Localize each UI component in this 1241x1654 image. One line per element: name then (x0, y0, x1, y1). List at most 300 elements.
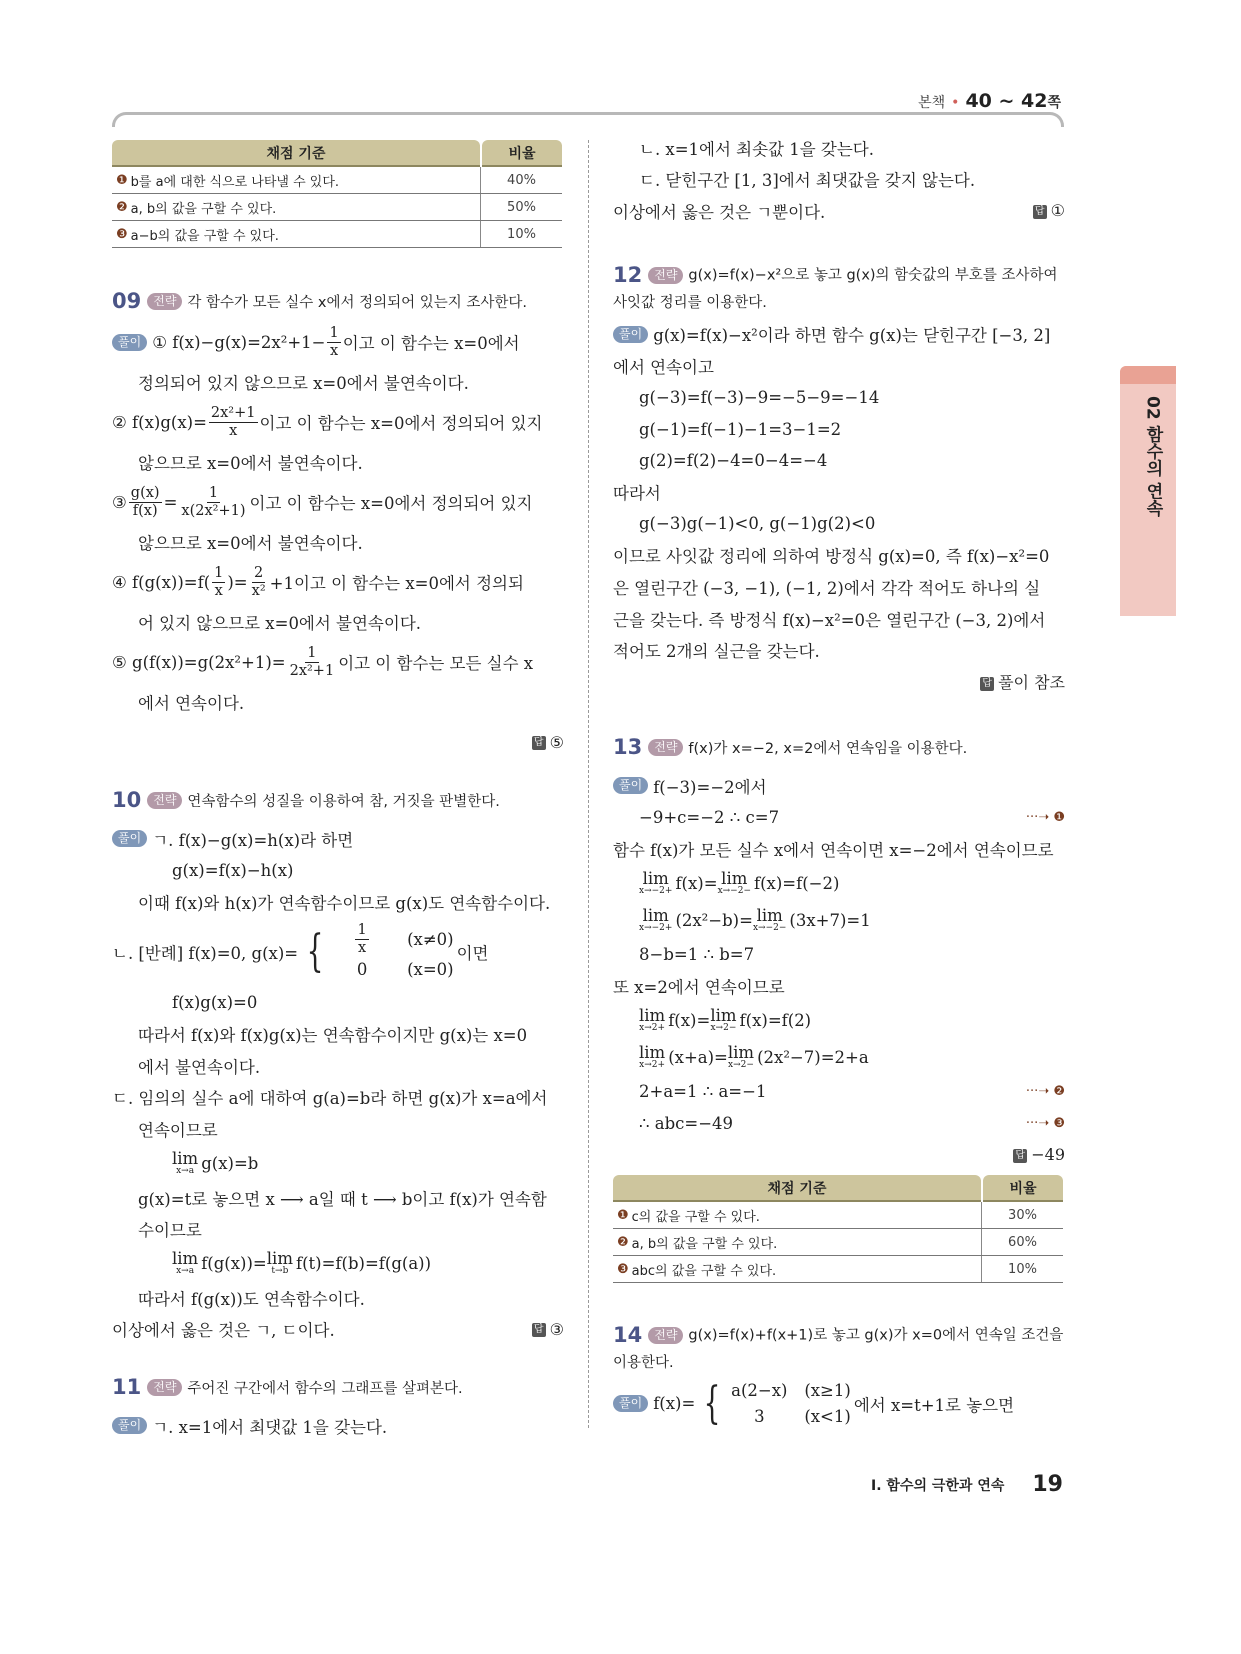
table-row (613, 1202, 1063, 1229)
case-condition (804, 1381, 851, 1400)
math-text: ⑤ g(f(x))=g(2x²+1)= (112, 652, 286, 672)
limit-operator: lim (721, 868, 748, 888)
solution-line (112, 362, 564, 402)
question-number: 12 (613, 263, 643, 287)
question-number: 13 (613, 735, 643, 759)
math-text: g(x)=f(x)−x²이라 하면 함수 g(x)는 닫힌구간 [−3, 2] (653, 326, 1051, 346)
criteria-text: a, b의 값을 구할 수 있다. (130, 201, 277, 217)
solution-line (613, 1039, 1065, 1076)
step-marker: ❷ (116, 199, 128, 215)
solution-line (112, 442, 564, 482)
math-text: ㄴ. x=1에서 최솟값 1을 갖는다. (639, 139, 874, 159)
solution-line (613, 802, 1065, 834)
solution-line (613, 413, 1065, 445)
column-divider (588, 140, 589, 1428)
limit-subscript: x→−2− (752, 922, 787, 933)
math-text: 2+a=1 ∴ a=−1 (639, 1082, 767, 1102)
math-text: f(x)= (668, 1010, 711, 1030)
page-number: 19 (1032, 1472, 1063, 1497)
limit-subscript: x→2+ (639, 1022, 666, 1033)
step-marker: ❶ (116, 172, 128, 188)
math-text: −9+c=−2 ∴ c=7 (639, 807, 780, 827)
solution-line (613, 970, 1065, 1002)
chapter-side-tab (1120, 366, 1176, 616)
answer-icon: 답 (532, 736, 546, 750)
ratio-cell: 30% (1008, 1207, 1037, 1223)
math-text: (x=0) (407, 960, 454, 980)
solution-badge: 풀이 (613, 777, 648, 794)
strategy-badge: 전략 (648, 1327, 683, 1344)
case-condition (804, 1407, 851, 1426)
math-text: 은 열린구간 (−3, −1), (−1, 2)에서 각각 적어도 하나의 실 (613, 579, 1041, 599)
math-text: = (163, 492, 178, 512)
math-text: (2x²−b)= (675, 910, 753, 930)
numerator: 1 (214, 564, 224, 581)
solution-line (613, 1002, 1065, 1039)
limit-subscript: x→2− (728, 1059, 754, 1070)
limit (266, 1248, 293, 1276)
limit-operator: lim (172, 1248, 199, 1268)
answer-icon: 답 (1013, 1149, 1027, 1163)
table-row (112, 167, 562, 194)
question-11 (112, 1374, 564, 1442)
numerator: g(x) (130, 484, 160, 501)
solution-line (112, 1245, 564, 1282)
question-14 (613, 1322, 1065, 1429)
denominator: x (214, 582, 223, 599)
ratio-cell: 40% (507, 172, 536, 188)
math-text: 또 x=2에서 연속이므로 (613, 978, 785, 998)
math-text: (x+a)= (668, 1047, 728, 1067)
strategy-badge: 전략 (147, 792, 182, 809)
math-text: 에서 x=t+1로 놓으면 (853, 1395, 1015, 1415)
piecewise-case (726, 1404, 851, 1430)
side-tab-label: 02 함수의 연속 (1142, 396, 1163, 517)
math-text: ㄴ. [반례] f(x)=0, g(x)= (112, 944, 299, 964)
solution-line (112, 602, 564, 642)
solution-line (112, 1410, 564, 1442)
math-text: f(t)=f(b)=f(g(a)) (295, 1253, 432, 1273)
step-marker: ···➝ ❷ (1025, 1084, 1065, 1100)
case-condition (407, 930, 454, 949)
piecewise-case (726, 1378, 851, 1404)
math-text: 0 (356, 960, 368, 980)
limit-operator: lim (639, 1042, 666, 1062)
math-text: g(2)=f(2)−4=0−4=−4 (639, 451, 828, 471)
solution-line (613, 1379, 1065, 1429)
strategy-badge: 전략 (648, 739, 683, 756)
strategy-text: g(x)=f(x)−x²으로 놓고 g(x)의 함숫값의 부호를 조사하여 사잇값 정리를 이용한다. (613, 267, 1058, 311)
math-text: 수이므로 (138, 1221, 202, 1241)
math-text: 이면 (456, 944, 489, 964)
question-number: 11 (112, 1375, 142, 1399)
answer-icon: 답 (532, 1323, 546, 1337)
fraction (212, 565, 225, 600)
solution-line (112, 642, 564, 682)
numerator: 1 (307, 644, 317, 661)
fraction (327, 325, 340, 360)
header-criteria: 채점 기준 (613, 1175, 981, 1202)
table-header (112, 140, 562, 167)
solution-line (112, 918, 564, 987)
numerator: 1 (357, 921, 367, 938)
math-text: 이때 f(x)와 h(x)가 연속함수이므로 g(x)도 연속함수이다. (138, 893, 551, 913)
criteria-cell (613, 1202, 982, 1228)
question-header (613, 262, 1065, 317)
math-text: 근을 갖는다. 즉 방정식 f(x)−x²=0은 열린구간 (−3, 2)에서 (613, 610, 1046, 630)
case-expression (329, 922, 395, 957)
ratio-cell: 10% (507, 226, 536, 242)
math-text: (2x²−7)=2+a (757, 1047, 869, 1067)
left-brace-icon: { (703, 1377, 721, 1429)
header-criteria: 채점 기준 (112, 140, 480, 167)
math-text: 따라서 f(g(x))도 연속함수이다. (138, 1289, 365, 1309)
answer-icon: 답 (1033, 205, 1047, 219)
limit (172, 1148, 199, 1176)
limit-subscript: x→−2+ (639, 885, 673, 896)
ratio-cell: 60% (1008, 1234, 1037, 1250)
math-text: ④ f(g(x))=f( (112, 572, 211, 592)
solution-line (112, 682, 564, 722)
question-number: 14 (613, 1323, 643, 1347)
solution-line (613, 508, 1065, 540)
numerator: 1 (329, 324, 339, 341)
answer-value: −49 (1031, 1145, 1065, 1165)
limit (717, 868, 751, 896)
solution-line (112, 402, 564, 442)
denominator: f(x) (132, 502, 158, 519)
math-text: 정의되어 있지 않으므로 x=0에서 불연속이다. (138, 374, 469, 393)
question-11-continued (613, 132, 1065, 227)
criteria-cell (613, 1229, 982, 1255)
piecewise-function (698, 1378, 851, 1430)
page-range: 40 ~ 42 (965, 90, 1048, 112)
math-text: +1이고 이 함수는 x=0에서 정의되 (269, 574, 524, 593)
solution-line (613, 1139, 1065, 1171)
question-header (112, 288, 564, 314)
criteria-cell (613, 1256, 982, 1282)
math-text: f(x)= (653, 1394, 696, 1413)
table-row (112, 194, 562, 221)
solution-line (112, 1182, 564, 1214)
limit-operator: lim (639, 1005, 666, 1025)
page-suffix: 쪽 (1047, 95, 1061, 111)
math-text: 따라서 (613, 484, 661, 504)
solution-line (613, 350, 1065, 382)
fraction (209, 405, 258, 440)
limit (172, 1248, 199, 1276)
table-row (613, 1256, 1063, 1283)
criteria-cell (112, 221, 481, 247)
solution-line (613, 445, 1065, 477)
math-text: )= (227, 572, 248, 592)
limit (639, 905, 673, 933)
math-text: 이므로 사잇값 정리에 의하여 방정식 g(x)=0, 즉 f(x)−x²=0 (613, 547, 1050, 567)
question-header (112, 787, 564, 813)
fraction (250, 565, 268, 600)
table-row (613, 1229, 1063, 1256)
criteria-text: abc의 값을 구할 수 있다. (631, 1263, 777, 1279)
limit-subscript: t→b (271, 1265, 289, 1276)
step-marker: ❸ (116, 226, 128, 242)
fraction (179, 485, 247, 520)
denominator: x² (251, 582, 266, 599)
answer-value: ① (1050, 201, 1065, 221)
solution-line (112, 522, 564, 562)
math-text: 따라서 f(x)와 f(x)g(x)는 연속함수이지만 g(x)는 x=0 (138, 1026, 528, 1046)
math-text: (x≠0) (407, 929, 454, 949)
book-label: 본책 (918, 95, 946, 111)
math-text: ㄱ. f(x)−g(x)=h(x)라 하면 (152, 830, 354, 850)
piecewise-cases (329, 922, 454, 983)
limit (727, 1042, 755, 1070)
math-text: 에서 불연속이다. (138, 1057, 261, 1077)
strategy-text: f(x)가 x=−2, x=2에서 연속임을 이용한다. (688, 740, 968, 757)
answer-value: ③ (549, 1319, 564, 1339)
math-text: ① f(x)−g(x)=2x²+1− (152, 332, 326, 352)
case-condition (407, 960, 454, 979)
limit-subscript: x→2+ (639, 1059, 666, 1070)
limit-operator: lim (642, 868, 669, 888)
numerator: 2 (254, 564, 264, 581)
piecewise-case (329, 922, 454, 957)
math-text: g(−3)g(−1)<0, g(−1)g(2)<0 (639, 514, 876, 534)
math-text: 8−b=1 ∴ b=7 (639, 945, 755, 965)
solution-badge: 풀이 (112, 830, 147, 847)
solution-line (112, 1314, 564, 1346)
limit-operator: lim (727, 1042, 755, 1062)
left-brace-icon: { (306, 926, 324, 978)
math-text: ② f(x)g(x)= (112, 412, 207, 432)
math-text: 이고 이 함수는 x=0에서 (342, 334, 520, 353)
math-text: f(g(x))= (201, 1253, 267, 1273)
criteria-text: b를 a에 대한 식으로 나타낼 수 있다. (130, 174, 340, 190)
limit-operator: lim (756, 905, 783, 925)
math-text: (x<1) (804, 1407, 851, 1426)
ratio-cell: 50% (507, 199, 536, 215)
math-text: 에서 연속이고 (613, 357, 714, 377)
denominator: x (357, 939, 367, 956)
page-footer (871, 1472, 1063, 1497)
solution-line (112, 1082, 564, 1114)
solution-line (112, 562, 564, 602)
math-text: 이상에서 옳은 것은 ㄱ뿐이다. (613, 202, 826, 222)
math-text: ∴ abc=−49 (639, 1113, 734, 1133)
limit (639, 1005, 666, 1033)
limit (639, 1042, 666, 1070)
limit-operator: lim (642, 905, 669, 925)
header-rule (112, 112, 1064, 127)
numerator: 2x²+1 (210, 404, 256, 421)
piecewise-cases (726, 1378, 851, 1430)
solution-line (613, 666, 1065, 698)
question-header (613, 1322, 1065, 1377)
solution-badge: 풀이 (613, 326, 648, 343)
fraction (355, 922, 368, 957)
answer-icon: 답 (980, 677, 994, 691)
solution-line (613, 319, 1065, 351)
piecewise-function (301, 922, 454, 983)
solution-line (613, 132, 1065, 164)
math-text: 함수 f(x)가 모든 실수 x에서 연속이면 x=−2에서 연속이므로 (613, 840, 1054, 860)
limit-subscript: x→2− (710, 1022, 737, 1033)
math-text: f(−3)=−2에서 (653, 777, 767, 797)
answer (532, 1320, 564, 1339)
criteria-text: a, b의 값을 구할 수 있다. (631, 1236, 778, 1252)
ratio-cell: 10% (1008, 1261, 1037, 1277)
answer-value: ⑤ (549, 732, 564, 752)
question-header (613, 734, 1065, 760)
math-text: 3 (754, 1407, 765, 1426)
limit (752, 905, 787, 933)
case-expression (329, 960, 395, 979)
solution-line (613, 164, 1065, 196)
math-text: 이상에서 옳은 것은 ㄱ, ㄷ이다. (112, 1321, 335, 1341)
solution-line (613, 603, 1065, 635)
solution-line (613, 770, 1065, 802)
math-text: g(x)=b (201, 1153, 259, 1173)
solution-line (112, 482, 564, 522)
chapter-title: I. 함수의 극한과 연속 (871, 1477, 1005, 1494)
limit (710, 1005, 737, 1033)
math-text: 이고 이 함수는 x=0에서 정의되어 있지 (259, 414, 543, 433)
bullet-dot-icon: • (951, 95, 960, 111)
step-marker: ···➝ ❶ (1025, 809, 1065, 825)
step-marker: ···➝ ❸ (1025, 1115, 1065, 1131)
step-marker: ❶ (617, 1207, 629, 1223)
limit-subscript: x→−2− (717, 885, 751, 896)
solution-line (112, 987, 564, 1019)
case-expression (726, 1407, 792, 1426)
strategy-text: 주어진 구간에서 함수의 그래프를 살펴본다. (187, 1380, 463, 1397)
math-text: 연속이므로 (138, 1120, 218, 1140)
answer (1033, 201, 1065, 220)
step-marker: ❸ (617, 1261, 629, 1277)
side-tab-strip (1120, 366, 1176, 384)
criteria-text: c의 값을 구할 수 있다. (631, 1209, 760, 1225)
criteria-text: a−b의 값을 구할 수 있다. (130, 228, 279, 244)
question-09 (112, 288, 564, 762)
solution-line (112, 886, 564, 918)
limit (639, 868, 673, 896)
strategy-text: 연속함수의 성질을 이용하여 참, 거짓을 판별한다. (187, 793, 500, 810)
solution-line (613, 476, 1065, 508)
math-text: g(−1)=f(−1)−1=3−1=2 (639, 419, 842, 439)
solution-badge: 풀이 (613, 1395, 648, 1412)
math-text: 적어도 2개의 실근을 갖는다. (613, 642, 820, 662)
solution-line (613, 902, 1065, 939)
solution-line (112, 1213, 564, 1245)
limit-subscript: x→a (176, 1165, 195, 1176)
math-text: f(x)=f(2) (739, 1010, 812, 1030)
table-row (112, 221, 562, 248)
math-text: ㄱ. x=1에서 최댓값 1을 갖는다. (152, 1417, 388, 1437)
limit-subscript: x→−2+ (639, 922, 673, 933)
solution-badge: 풀이 (112, 334, 147, 351)
math-text: ㄷ. 임의의 실수 a에 대하여 g(a)=b라 하면 g(x)가 x=a에서 (112, 1089, 548, 1109)
strategy-text: 각 함수가 모든 실수 x에서 정의되어 있는지 조사한다. (187, 294, 528, 311)
math-text: f(x)=f(−2) (754, 873, 840, 893)
solution-line (112, 823, 564, 855)
case-expression (726, 1381, 792, 1400)
scoring-table-2 (613, 1175, 1063, 1283)
math-text: f(x)= (675, 873, 718, 893)
strategy-text: g(x)=f(x)+f(x+1)로 놓고 g(x)가 x=0에서 연속일 조건을 이용한다. (613, 1327, 1064, 1371)
question-number: 10 (112, 788, 142, 812)
math-text: g(x)=f(x)−h(x) (172, 860, 294, 880)
solution-line (613, 1076, 1065, 1108)
question-12 (613, 262, 1065, 698)
math-text: (x≥1) (804, 1381, 851, 1400)
math-text: ㄷ. 닫힌구간 [1, 3]에서 최댓값을 갖지 않는다. (639, 171, 976, 191)
solution-line (112, 1050, 564, 1082)
math-text: f(x)g(x)=0 (172, 993, 258, 1013)
piecewise-case (329, 957, 454, 983)
limit-operator: lim (172, 1148, 199, 1168)
solution-line (613, 571, 1065, 603)
question-number: 09 (112, 289, 142, 313)
solution-line (112, 1113, 564, 1145)
math-text: (3x+7)=1 (789, 910, 871, 930)
solution-line (613, 1108, 1065, 1140)
solution-line (112, 1018, 564, 1050)
strategy-badge: 전략 (147, 293, 182, 310)
denominator: 2x²+1 (289, 662, 335, 679)
limit-subscript: x→a (176, 1265, 195, 1276)
limit-operator: lim (710, 1005, 737, 1025)
step-marker: ❷ (617, 1234, 629, 1250)
math-text: 에서 연속이다. (138, 694, 245, 713)
solution-line (613, 195, 1065, 227)
math-text: 않으므로 x=0에서 불연속이다. (138, 454, 363, 473)
question-10 (112, 787, 564, 1345)
fraction (129, 485, 162, 520)
solution-line (112, 855, 564, 887)
limit-operator: lim (266, 1248, 293, 1268)
answer-value: 풀이 참조 (998, 673, 1065, 693)
header-ratio: 비율 (482, 140, 562, 167)
solution-line (613, 634, 1065, 666)
numerator: 1 (208, 484, 219, 501)
math-text: ③ (112, 492, 127, 512)
solution-line (112, 722, 564, 762)
solution-line (613, 865, 1065, 902)
answer (532, 733, 564, 752)
math-text: g(x)=t로 놓으면 x ⟶ a일 때 t ⟶ b이고 f(x)가 연속함 (138, 1189, 547, 1209)
math-text: g(−3)=f(−3)−9=−5−9=−14 (639, 387, 880, 407)
math-text: a(2−x) (731, 1381, 788, 1400)
solution-line (112, 322, 564, 362)
solution-line (613, 833, 1065, 865)
question-13 (613, 734, 1065, 1171)
strategy-badge: 전략 (648, 267, 683, 284)
scoring-table-1 (112, 140, 562, 248)
page-range-header (918, 90, 1061, 112)
answer (1013, 1145, 1065, 1164)
math-text: 이고 이 함수는 x=0에서 정의되어 있지 (249, 494, 533, 513)
header-ratio: 비율 (983, 1175, 1063, 1202)
denominator: x(2x²+1) (181, 502, 246, 519)
solution-badge: 풀이 (112, 1417, 147, 1434)
answer (980, 670, 1065, 693)
solution-line (613, 540, 1065, 572)
question-header (112, 1374, 564, 1400)
math-text: 이고 이 함수는 모든 실수 x (338, 654, 534, 673)
strategy-badge: 전략 (147, 1379, 182, 1396)
denominator: x (330, 342, 339, 359)
criteria-cell (112, 167, 481, 193)
solution-line (112, 1145, 564, 1182)
